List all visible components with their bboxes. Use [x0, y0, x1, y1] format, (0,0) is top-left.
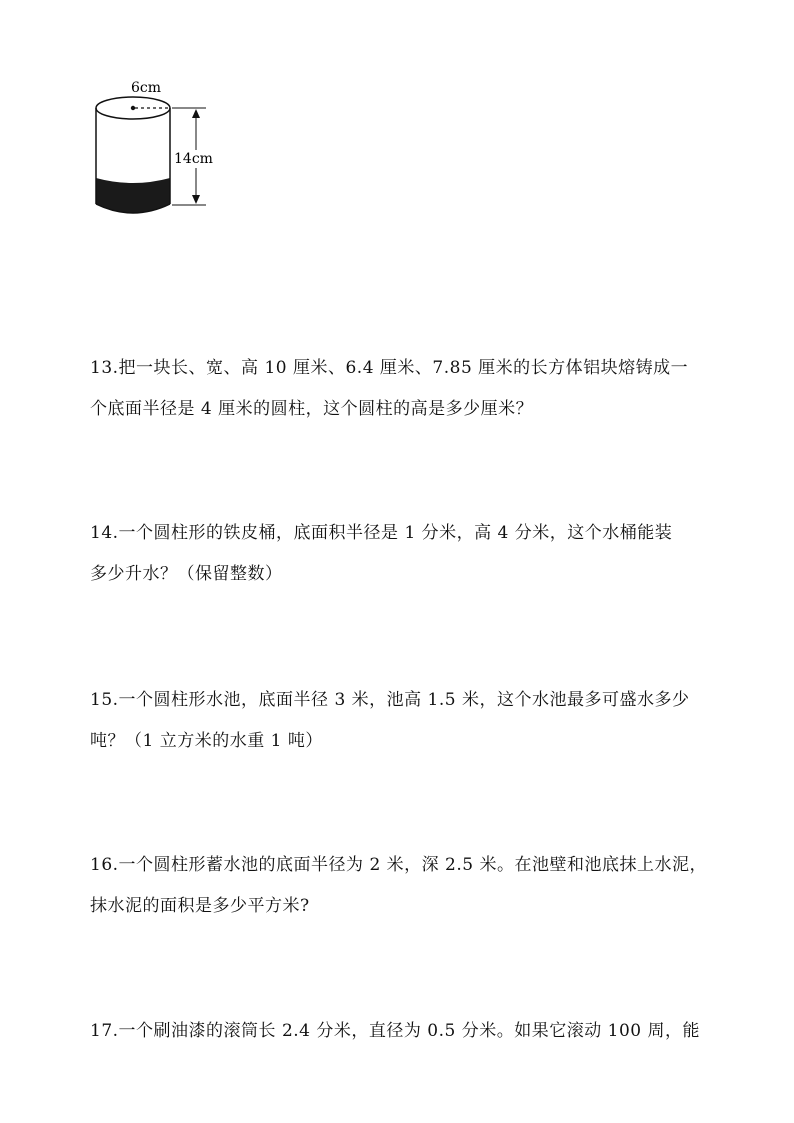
problem-14-line-2: 多少升水？（保留整数） [90, 564, 283, 584]
cylinder-diagram [88, 76, 228, 221]
cylinder-figure [88, 76, 228, 221]
problem-15-line-2: 吨？（1 立方米的水重 1 吨） [90, 731, 323, 751]
problem-17-line-1: 17.一个刷油漆的滚筒长 2.4 分米，直径为 0.5 分米。如果它滚动 100 周，能 [90, 1021, 700, 1041]
problem-14 [90, 513, 710, 595]
problem-14-line-1: 14.一个圆柱形的铁皮桶，底面积半径是 1 分米，高 4 分米，这个水桶能装 [90, 523, 673, 543]
problem-13-line-1: 13.把一块长、宽、高 10 厘米、6.4 厘米、7.85 厘米的长方体铝块熔铸成一 [90, 358, 689, 378]
problem-13-line-2: 个底面半径是 4 厘米的圆柱，这个圆柱的高是多少厘米？ [90, 399, 534, 419]
height-label: 14cm [174, 151, 213, 167]
problem-15-line-1: 15.一个圆柱形水池，底面半径 3 米，池高 1.5 米，这个水池最多可盛水多少 [90, 690, 690, 710]
arrow-down-head [192, 195, 200, 204]
problem-16-line-2: 抹水泥的面积是多少平方米? [90, 896, 310, 916]
water-fill [96, 178, 170, 213]
problem-15 [90, 680, 710, 762]
arrow-up-head [192, 109, 200, 118]
problem-16-line-1: 16.一个圆柱形蓄水池的底面半径为 2 米，深 2.5 米。在池壁和池底抹上水泥， [90, 855, 708, 875]
problem-13 [90, 348, 710, 430]
problem-17 [90, 1011, 710, 1052]
problem-16 [90, 845, 710, 927]
center-dot [131, 106, 135, 110]
radius-label: 6cm [131, 80, 162, 96]
